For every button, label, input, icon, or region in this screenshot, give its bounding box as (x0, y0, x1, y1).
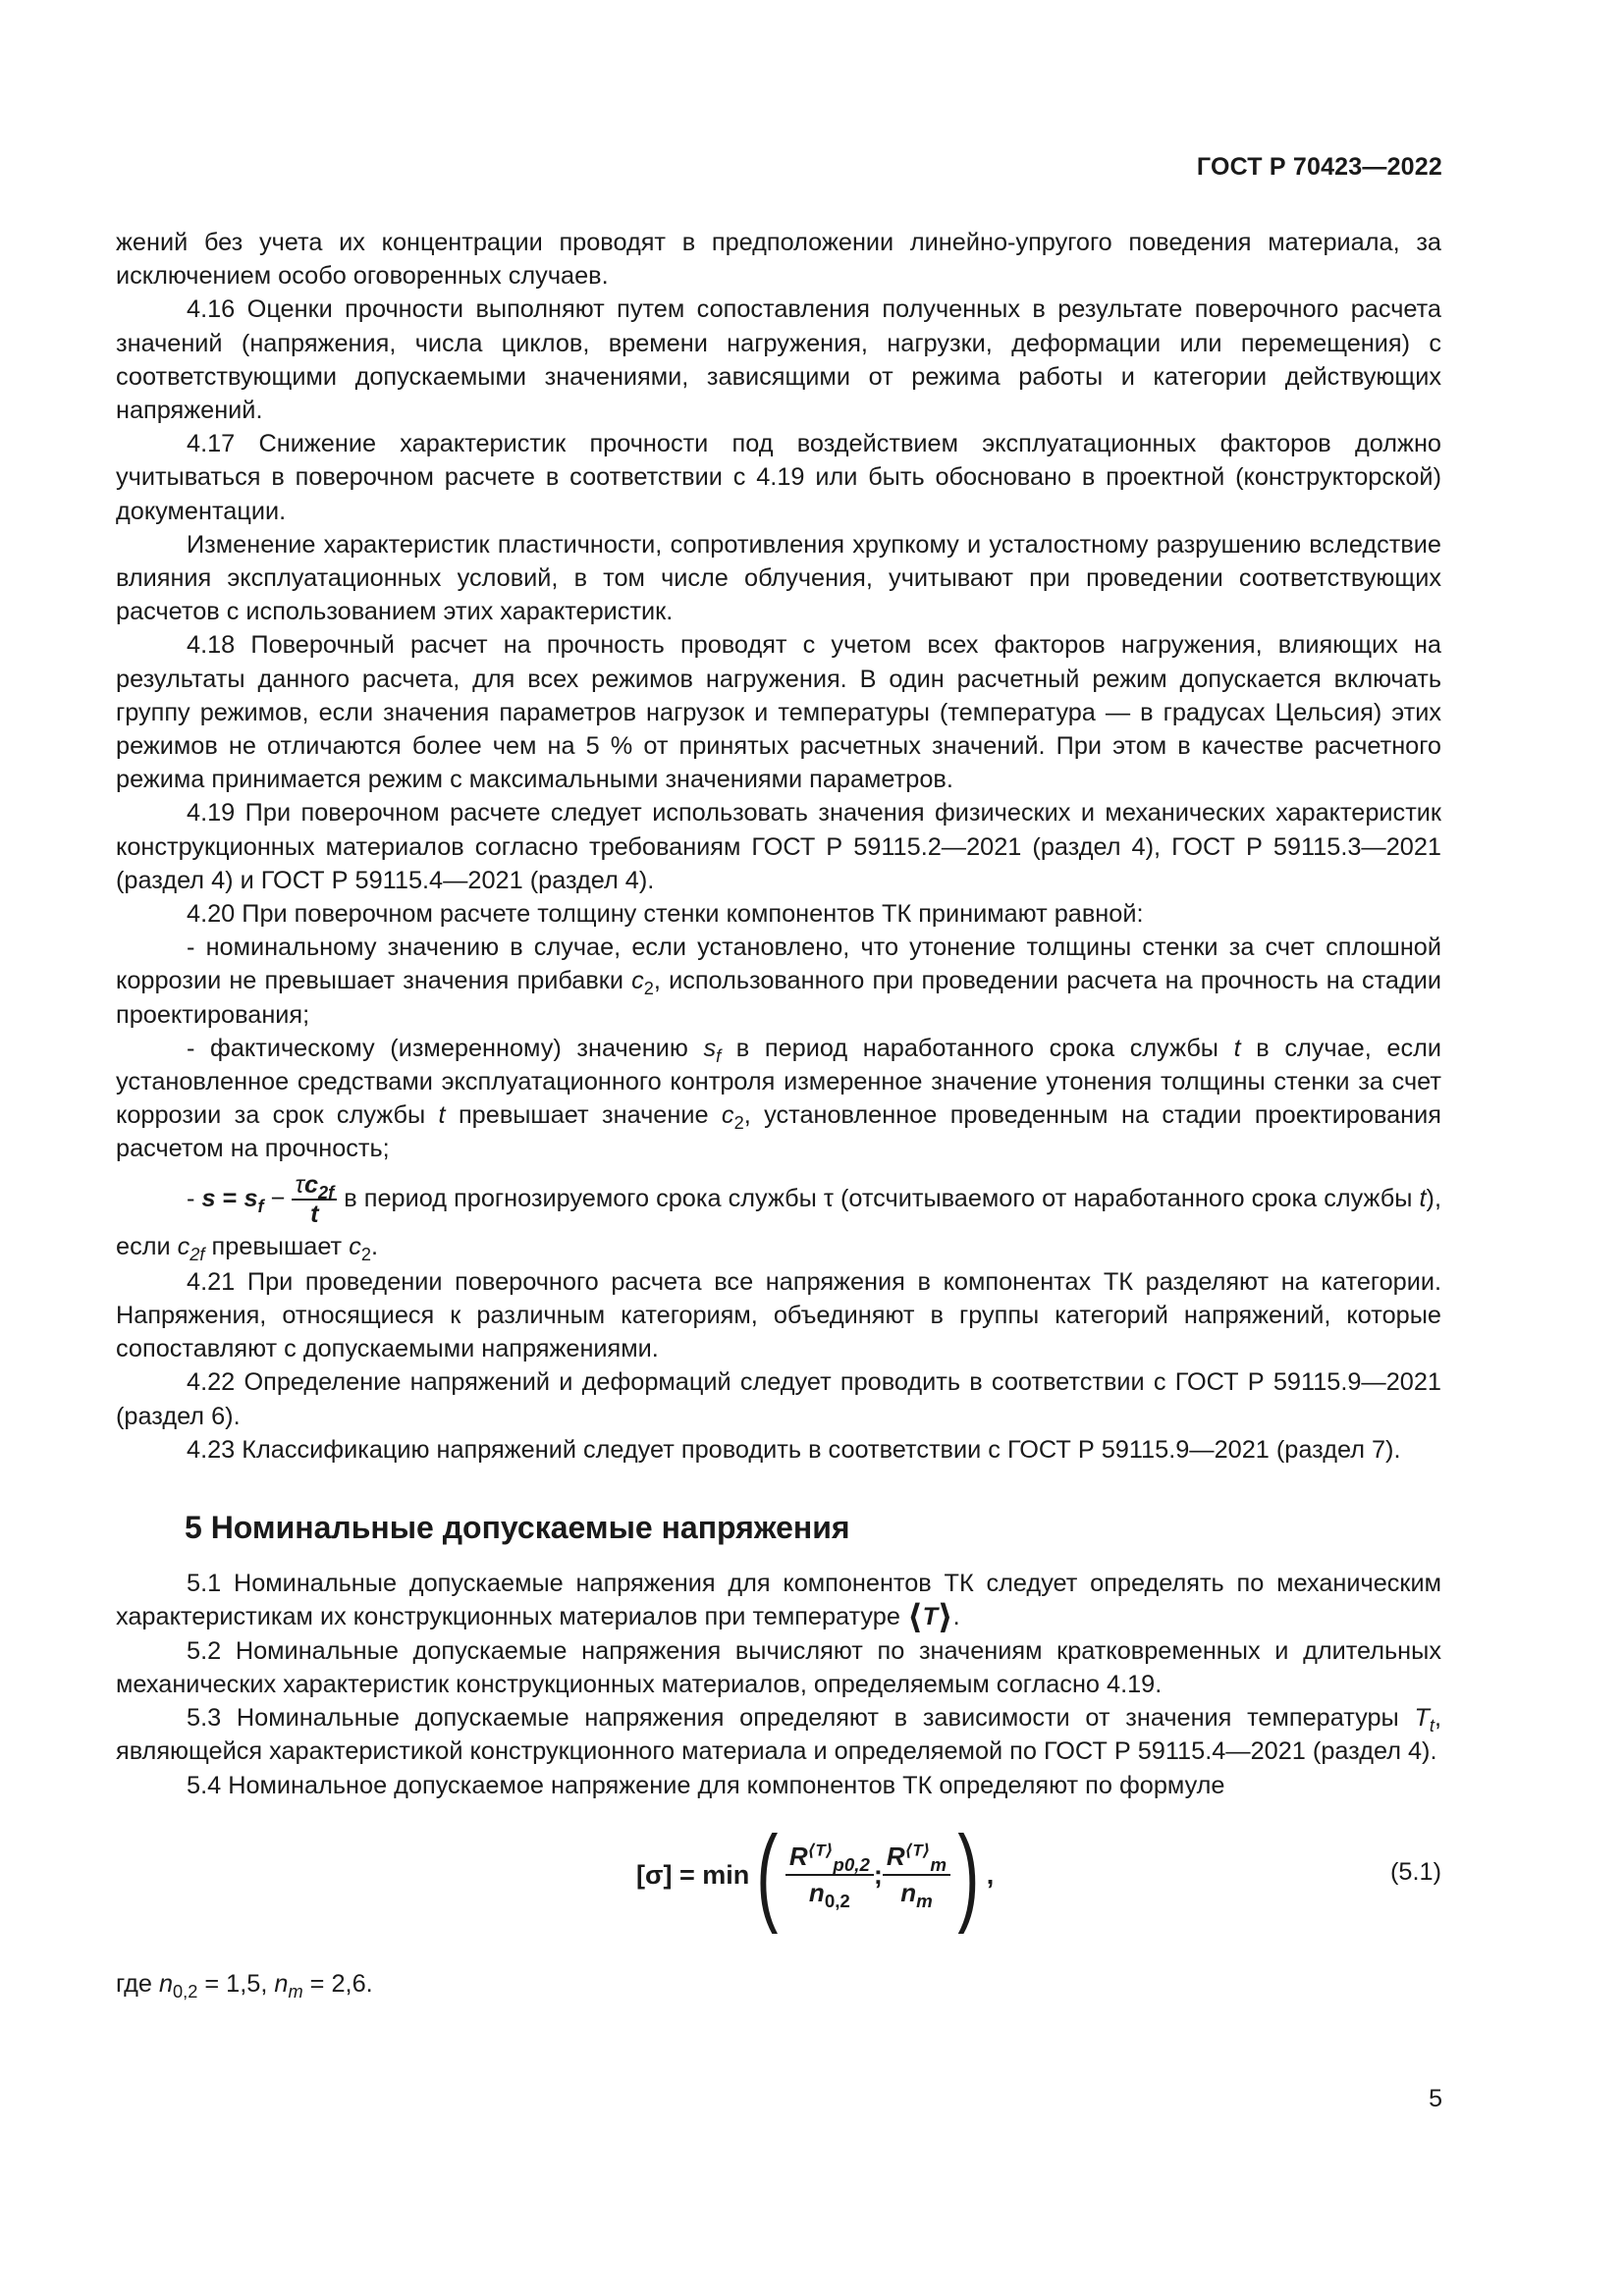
paragraph-5-2: 5.2 Номинальные допускаемые напряжения вычисляют по значениям кратковременных и длительных механических характеристик конструкционных материалов, определяемым согласно 4.19. (116, 1636, 1441, 1699)
formula-where-clause: где $n_{0,2} = 1,5$, $n_m = 2,6$. (116, 1969, 373, 2002)
paragraph-4-21: 4.21 При проведении поверочного расчета все напряжения в компонентах ТК разделяют на категории. Напряжения, относящиеся к различным категориям, объединяют в группы категорий напряжений, которые сопоставляют с допускаемыми напряжениями. (116, 1267, 1441, 1363)
paragraph-4-18: 4.18 Поверочный расчет на прочность проводят с учетом всех факторов нагружения, влияющих на результаты данного расчета, для всех режимов нагружения. В один расчетный режим допускается включать группу режимов, если значения параметров нагрузок и температуры (температура — в градусах Цельсия) этих режимов не отличаются более чем на 5 % от принятых расчетных значений. При этом в качестве расчетного режима принимается режим с максимальными значениями параметров. (116, 631, 1441, 794)
paragraph-4-17: 4.17 Снижение характеристик прочности под воздействием эксплуатационных факторов должно учитываться в поверочном расчете в соответствии с 4.19 или быть обосновано в проектной (конструкторской) документации. (116, 430, 1441, 525)
page-body (116, 226, 1441, 2001)
page-number: 5 (1429, 2085, 1442, 2112)
symbol-T: T (1414, 1704, 1430, 1733)
symbol-c: c (349, 1232, 361, 1260)
paragraph-4-23: 4.23 Классификацию напряжений следует проводить в соответствии с ГОСТ Р 59115.9—2021 (раздел 7). (187, 1435, 1401, 1464)
list-item-forecast: - $s = s_f$ − $\frac{\tau c_{2f}}{t}$ в период прогнозируемого срока службы τ (отсчитываемого от наработанного срока службы t), если $c_{2f}$ превышает $c_2$. (116, 1170, 1441, 1264)
equation-number: (5.1) (1389, 1857, 1441, 1886)
paragraph-4-17-cont: Изменение характеристик пластичности, сопротивления хрупкому и усталостному разрушению вследствие влияния эксплуатационных условий, в том числе облучения, учитывают при проведении соответствующих расчетов с использованием этих характеристик. (116, 530, 1441, 626)
paragraph-4-20: 4.20 При поверочном расчете толщину стенки компонентов ТК принимают равной: (187, 900, 1144, 929)
symbol-c: c (177, 1232, 190, 1260)
paragraph-5-1: 5.1 Номинальные допускаемые напряжения для компонентов ТК следует определять по механическим характеристикам их конструкционных материалов при температуре ⟨T⟩. (116, 1570, 1441, 1636)
symbol-c: c (721, 1101, 734, 1130)
inline-fraction: $\frac{\tau c_{2f}}{t}$ (292, 1172, 337, 1228)
paragraph-5-4: 5.4 Номинальное допускаемое напряжение для компонентов ТК определяют по формуле (187, 1771, 1225, 1799)
symbol-c: c (631, 967, 644, 995)
symbol-t: t (438, 1101, 446, 1130)
symbol-t: t (1233, 1034, 1241, 1062)
paragraph-5-3: 5.3 Номинальные допускаемые напряжения определяют в зависимости от значения температуры $T_t$, являющейся характеристикой конструкционного материала и определяемой по ГОСТ Р 59115.4—2021 (раздел 4). (116, 1704, 1441, 1766)
inline-formula: $s = s_f$ − $\frac{\tau c_{2f}}{t}$ (201, 1185, 337, 1212)
list-item-nominal: - номинальному значению в случае, если установлено, что утонение толщины стенки за счет сплошной коррозии не превышает значения прибавки $c_2$, использованного при проведении расчета на прочность на стадии проектирования; (116, 934, 1441, 1029)
paragraph-4-19: 4.19 При поверочном расчете следует использовать значения физических и механических характеристик конструкционных материалов согласно требованиям ГОСТ Р 59115.2—2021 (раздел 4), ГОСТ Р 59115.3—2021 (раздел 4) и ГОСТ Р 59115.4—2021 (раздел 4). (116, 799, 1441, 894)
list-item-actual: - фактическому (измеренному) значению $s_f$ в период наработанного срока службы t в случае, если установленное средствами эксплуатационного контроля измеренное значение утонения толщины стенки за счет коррозии за срок службы t превышает значение $c_2$, установленное проведенным на стадии проектирования расчетом на прочность; (116, 1034, 1441, 1163)
paragraph-4-16: 4.16 Оценки прочности выполняют путем сопоставления полученных в результате поверочного расчета значений (напряжения, числа циклов, времени нагружения, нагрузки, деформации или перемещения) с соответствующими допускаемыми значениями, зависящими от режима работы и категории действующих напряжений. (116, 295, 1441, 425)
formula-5-1 (116, 1813, 1441, 1935)
section-heading: 5 Номинальные допускаемые напряжения (185, 1510, 850, 1545)
symbol-t: t (1419, 1184, 1427, 1212)
paragraph: жений без учета их концентрации проводят в предположении линейно-упругого поведения материала, за исключением особо оговоренных случаев. (116, 229, 1441, 291)
formula-fraction-2: $\frac{R^{⟨T⟩}_m}{n_m}$ (883, 1843, 950, 1907)
formula-expression: [σ] = min ( $\frac{R^{⟨T⟩}_{p0,2}}{n_{0,2}}$ ; $\frac{R^{⟨T⟩}_m}{n_m}$ ) , (636, 1813, 995, 1935)
formula-fraction-1: $\frac{R^{⟨T⟩}_{p0,2}}{n_{0,2}}$ (785, 1843, 874, 1907)
paragraph-4-22: 4.22 Определение напряжений и деформаций следует проводить в соответствии с ГОСТ Р 59115.9—2021 (раздел 6). (116, 1368, 1441, 1430)
symbol-temperature: ⟨T⟩ (906, 1598, 953, 1636)
symbol-s: s (703, 1034, 717, 1062)
document-header: ГОСТ Р 70423—2022 (1196, 153, 1442, 181)
